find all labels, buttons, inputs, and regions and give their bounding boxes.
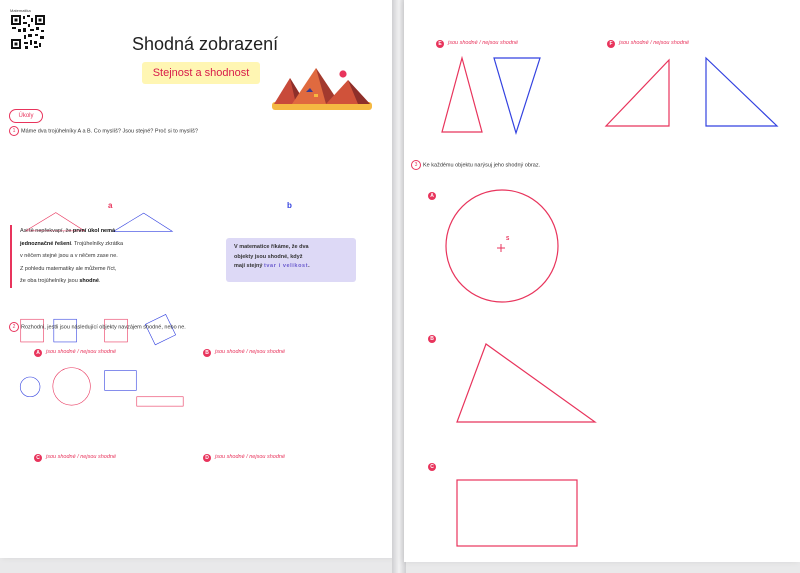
question-1-text: Máme dva trojúhelníky A a B. Co myslíš? Jsou stejné? Proč si to myslíš?: [21, 128, 198, 135]
question-3: [411, 160, 540, 170]
question-2-number: 2: [9, 322, 19, 332]
option-c-choice[interactable]: jsou shodné / nejsou shodné: [46, 454, 117, 460]
question-3-number: 3: [411, 160, 421, 170]
question-3-text: Ke každému objektu narýsuj jeho shodný obraz.: [423, 162, 541, 169]
option-a-badge: A: [34, 349, 42, 357]
tasks-section-label: Úkoly: [9, 109, 43, 123]
triangle-b-label: b: [287, 201, 292, 210]
explanation-paragraph: Asi tě nepřekvapí, že první úkol nemá jednoznačné řešení. Trojúhelníky zkrátka v něčem stejné jsou a v něčem zase ne. Z pohledu matematiky ale můžeme říct, že oba trojúhelníky jsou shodné.: [10, 225, 170, 288]
triangle-f1: [606, 60, 669, 126]
triangle-f2: [706, 58, 777, 126]
definition-note: V matematice říkáme, že dva objekty jsou shodné, když mají stejný tvar i velikost.: [226, 238, 356, 282]
page-subtitle: Stejnost a shodnost: [142, 62, 260, 84]
option-f-choice[interactable]: jsou shodné / nejsou shodné: [619, 40, 690, 46]
triangle-a-label: a: [108, 201, 113, 210]
rectangle-d2: [137, 397, 183, 406]
rectangle-d1: [105, 371, 137, 391]
task-c-badge: C: [428, 463, 436, 471]
option-f-badge: F: [607, 40, 615, 48]
question-1-number: 1: [9, 126, 19, 136]
circle-center-label: S: [506, 236, 510, 242]
subject-label: Matematika: [10, 8, 31, 13]
task-b-badge: B: [428, 335, 436, 343]
page-title: Shodná zobrazení: [132, 34, 279, 54]
left-page: [0, 0, 395, 558]
option-a-choice[interactable]: jsou shodné / nejsou shodné: [46, 349, 117, 355]
option-e-choice[interactable]: jsou shodné / nejsou shodné: [448, 40, 519, 46]
circle-c1: [20, 377, 40, 397]
rectangle-c-task: [457, 480, 577, 546]
circle-c2: [53, 368, 91, 406]
right-shapes: [404, 0, 800, 562]
question-2-text: Rozhodni, jestli jsou následující objekty navzájem shodné, nebo ne.: [21, 324, 186, 331]
option-b-choice[interactable]: jsou shodné / nejsou shodné: [215, 349, 286, 355]
option-c-badge: C: [34, 454, 42, 462]
option-b-badge: B: [203, 349, 211, 357]
option-d-choice[interactable]: jsou shodné / nejsou shodné: [215, 454, 286, 460]
option-d-badge: D: [203, 454, 211, 462]
triangle-b-task: [457, 344, 595, 422]
triangle-e2: [494, 58, 540, 133]
circle-a: [446, 190, 558, 302]
triangle-e1: [442, 58, 482, 132]
option-e-badge: E: [436, 40, 444, 48]
question-2: [9, 322, 186, 332]
right-page: [404, 0, 800, 562]
task-a-badge: A: [428, 192, 436, 200]
